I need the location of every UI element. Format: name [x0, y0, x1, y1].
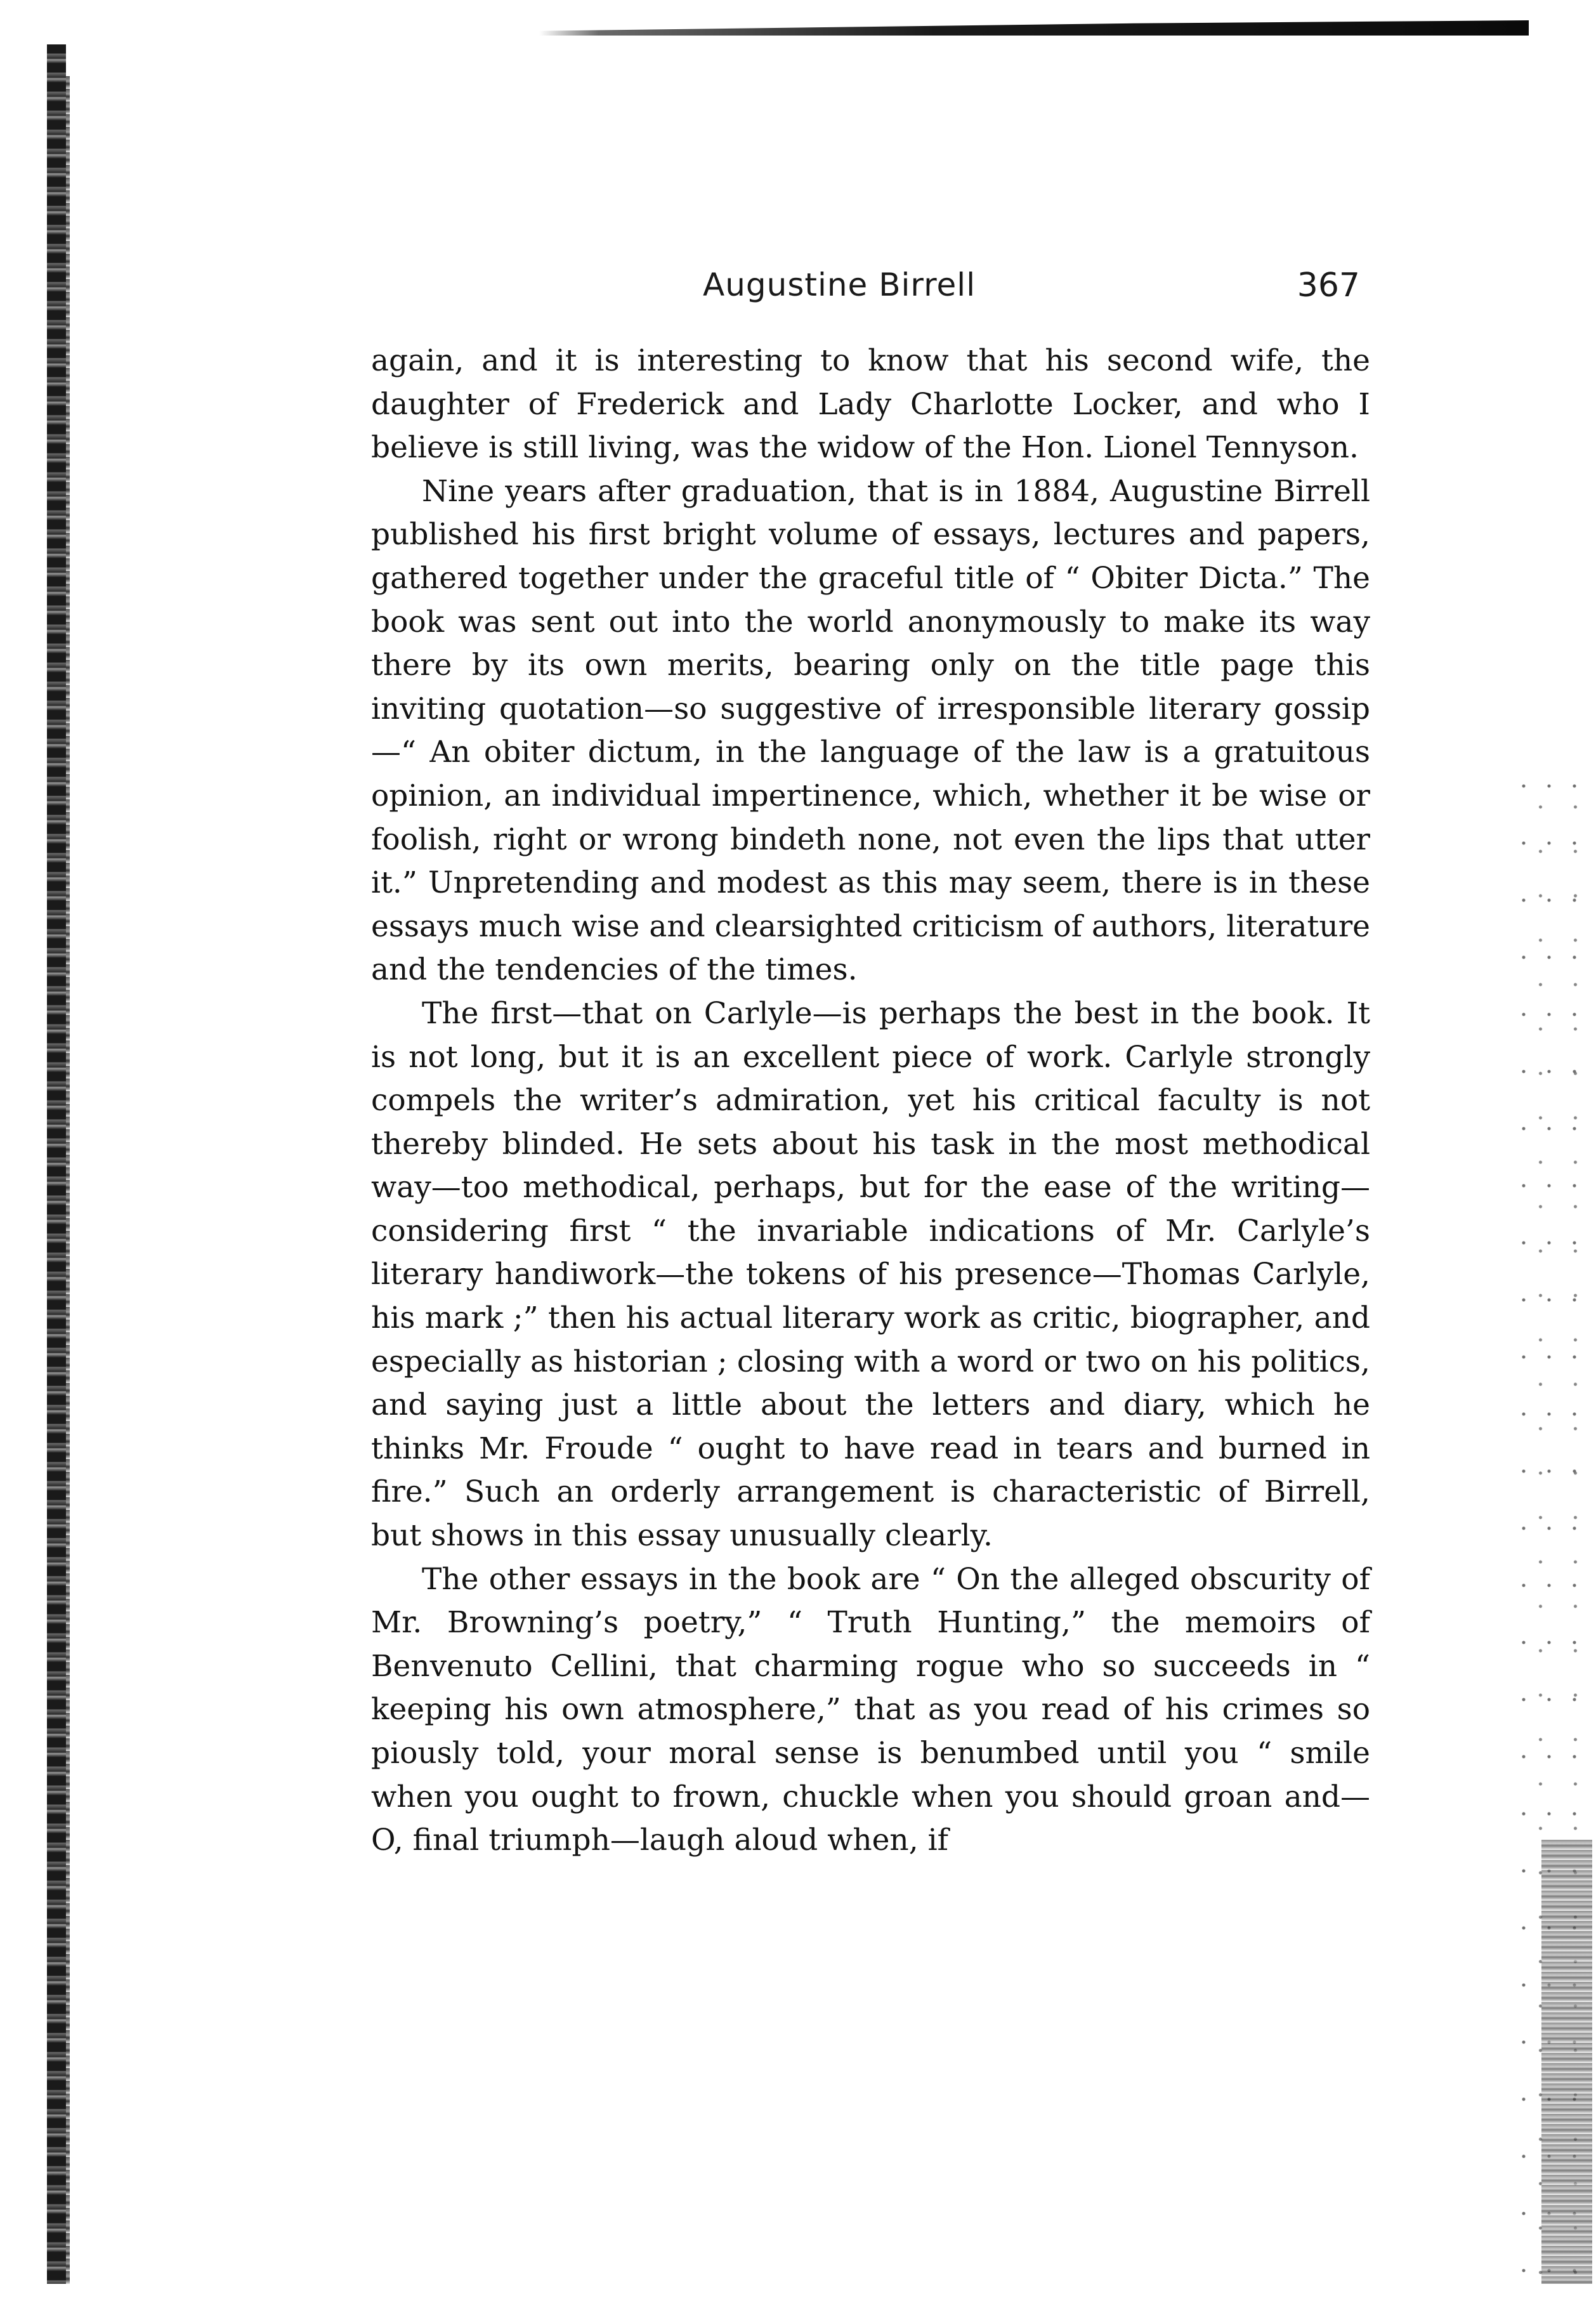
scan-edge-rule	[539, 20, 1529, 36]
running-head	[373, 266, 1373, 311]
page-number: 367	[1297, 266, 1360, 305]
paragraph: The first—that on Carlyle—is perhaps the best in the book. It is not long, but it is an excellent piece of work. Carlyle strongly compels the writer’s admiration, yet his critical faculty is not thereby blinded. He sets about his task in the most methodical way—too methodical, perhaps, but for the ease of the writing—considering first “ the invariable indications of Mr. Carlyle’s literary handiwork—the tokens of his presence—Thomas Carlyle, his mark ;” then his actual literary work as critic, biographer, and especially as historian ; closing with a word or two on his politics, and saying just a little about the letters and diary, which he thinks Mr. Froude “ ought to have read in tears and burned in fire.” Such an orderly arrangement is characteristic of Birrell, but shows in this essay unusually clearly.	[371, 995, 1370, 1554]
paragraph: again, and it is interesting to know that his second wife, the daughter of Frederick and Lady Charlotte Locker, and who I believe is still living, was the widow of the Hon. Lionel Tennyson.	[371, 343, 1370, 466]
paragraph: The other essays in the book are “ On the alleged obscurity of Mr. Browning’s poetry,” “ Truth Hunting,” the memoirs of Benvenuto Cellini, that charming rogue who so succeeds in “ keeping his own atmosphere,” that as you read of his crimes so piously told, your moral sense is benumbed until you “ smile when you ought to frown, chuckle when you should groan and—O, final triumph—laugh aloud when, if	[371, 1561, 1370, 1858]
scan-noise-right-dense	[1541, 1840, 1592, 2284]
paragraph: Nine years after graduation, that is in 1884, Augustine Birrell published his first bright volume of essays, lectures and papers, gathered together under the graceful title of “ Obiter Dicta.” The book was sent out into the world anonymously to make its way there by its own merits, bearing only on the title page this inviting quotation—so suggestive of irresponsible literary gossip—“ An obiter dictum, in the language of the law is a gratuitous opinion, an individual impertinence, which, whether it be wise or foolish, right or wrong bindeth none, not even the lips that utter it.” Unpretending and modest as this may seem, there is in these essays much wise and clearsighted criticism of authors, literature and the tendencies of the times.	[371, 473, 1370, 988]
scan-binding-shadow-thin	[66, 76, 70, 2284]
scan-binding-shadow	[47, 44, 66, 2284]
running-title: Augustine Birrell	[703, 266, 976, 303]
body-text	[371, 339, 1370, 1863]
